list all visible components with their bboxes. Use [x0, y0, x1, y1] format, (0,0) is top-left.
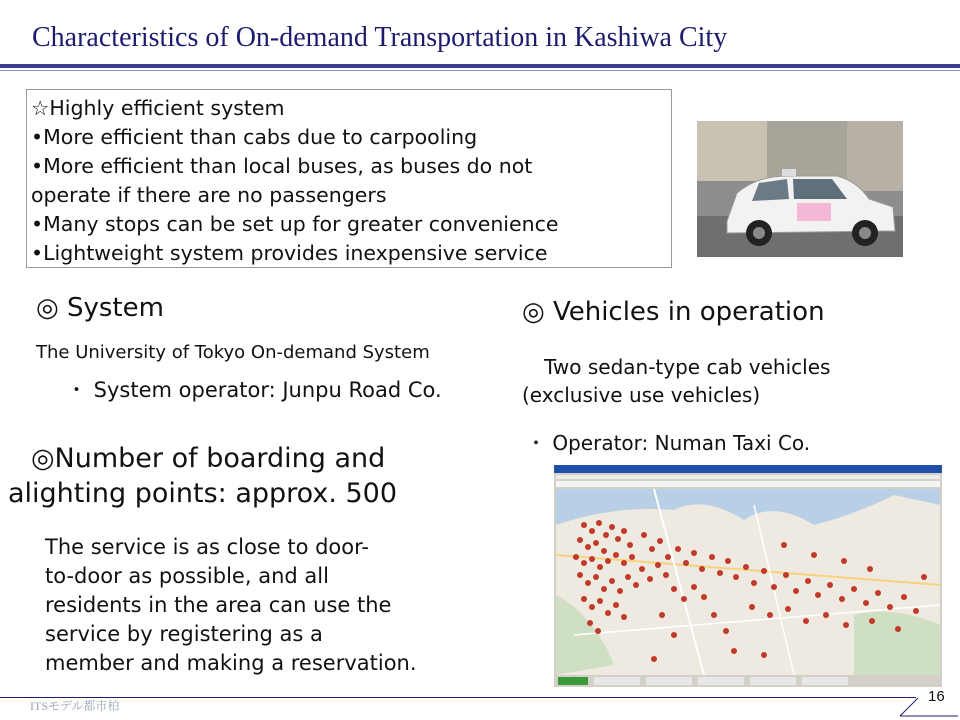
title-rule-thin	[0, 70, 960, 71]
footer-text: ITSモデル都市柏	[30, 699, 120, 713]
footer-rule	[0, 697, 916, 698]
points-heading-line-1: ◎Number of boarding and	[31, 443, 386, 474]
title-rule	[0, 64, 960, 68]
system-name: The University of Tokyo On-demand System	[36, 342, 430, 363]
description-line: to-door as possible, and all	[45, 564, 329, 588]
efficiency-box	[26, 89, 672, 268]
vehicles-heading: ◎ Vehicles in operation	[522, 297, 825, 327]
taxi-photo	[697, 121, 903, 257]
efficiency-bullet: •More efficient than cabs due to carpooling	[31, 125, 478, 149]
points-heading-line-2: alighting points: approx. 500	[8, 478, 398, 509]
description-line: The service is as close to door-	[45, 535, 369, 559]
vehicles-line-2: (exclusive use vehicles)	[522, 383, 761, 407]
description-line: residents in the area can use the	[45, 593, 392, 617]
vehicles-operator: ・ Operator: Numan Taxi Co.	[526, 431, 811, 455]
description-line: service by registering as a	[45, 622, 323, 646]
map-screenshot	[554, 465, 942, 687]
efficiency-heading: ☆Highly efficient system	[31, 96, 285, 120]
efficiency-bullet: •Lightweight system provides inexpensive service	[31, 241, 548, 265]
page-number: 16	[928, 688, 945, 705]
slide-title: Characteristics of On-demand Transportation in Kashiwa City	[32, 22, 728, 53]
description-line: member and making a reservation.	[45, 651, 417, 675]
efficiency-bullet: operate if there are no passengers	[31, 183, 387, 207]
efficiency-bullet: •Many stops can be set up for greater convenience	[31, 212, 559, 236]
points-description	[45, 533, 417, 678]
system-heading: ◎ System	[36, 293, 164, 323]
efficiency-bullet: •More efficient than local buses, as buses do not	[31, 154, 533, 178]
system-operator: ・ System operator: Junpu Road Co.	[66, 378, 442, 402]
vehicles-line-1: Two sedan-type cab vehicles	[544, 355, 831, 379]
